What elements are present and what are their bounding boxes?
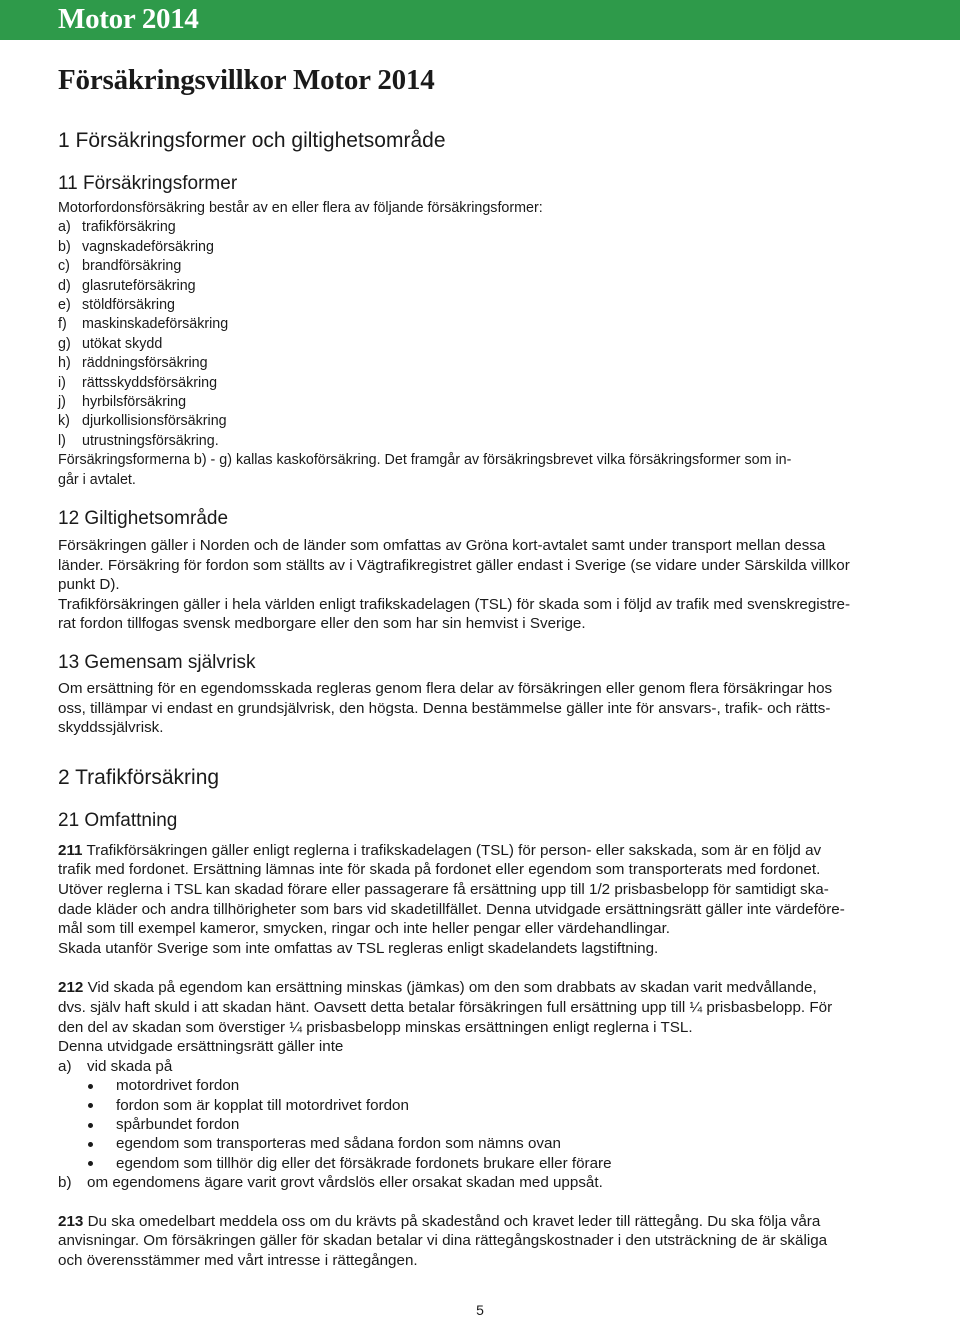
list-item-marker: f) [58, 316, 67, 333]
list-item-text: räddningsförsäkring [82, 355, 208, 372]
list-item [58, 412, 904, 431]
list-item-marker: e) [58, 297, 71, 314]
list-item [58, 335, 904, 354]
section-12-p1-line2: länder. Försäkring för fordon som ställts av i Vägtrafikregistret gäller endast i Sverige (se vidare under Särskilda villkor [58, 556, 850, 574]
section-21-heading: 21 Omfattning [58, 809, 178, 831]
list-item-text: utökat skydd [82, 335, 163, 352]
paragraph-211-line1 [58, 841, 904, 861]
list-item-text: utrustningsförsäkring. [82, 432, 219, 449]
section-11-heading: 11 Försäkringsformer [58, 173, 238, 194]
list-item-text: djurkollisionsförsäkring [82, 413, 227, 430]
document-title: Försäkringsvillkor Motor 2014 [58, 64, 435, 96]
paragraph-212-text: Vid skada på egendom kan ersättning minskas (jämkas) om den som drabbats av skadan varit medvållande, [83, 979, 817, 997]
paragraph-212-line2: dvs. själv haft skuld i att skadan hänt. Oavsett detta betalar försäkringen full ersättning upp till ¼ prisbasbelopp. För [58, 999, 833, 1016]
paragraph-211-number: 211 [58, 841, 83, 859]
list-item-marker: b) [58, 238, 71, 255]
paragraph-211-line2: trafik med fordonet. Ersättning lämnas inte för skada på fordonet eller egendom som transporterats med fordonet. [58, 861, 821, 879]
list-item [58, 315, 904, 334]
section-12-p1-line1: Försäkringen gäller i Norden och de länder som omfattas av Gröna kort-avtalet samt under transport mellan dessa [58, 537, 826, 555]
paragraph-213-number: 213 [58, 1212, 84, 1230]
list-item [58, 238, 904, 257]
paragraph-213-text: Du ska omedelbart meddela oss om du krävts på skadestånd och kravet leder till rättegång. Du ska följa våra [83, 1212, 821, 1230]
paragraph-211-line4: dade kläder och andra tillhörigheter som bars vid skadetillfället. Denna utvidgade ersättningsrätt gäller inte värdeföre- [58, 900, 845, 918]
list-item [58, 374, 904, 393]
document-body [58, 60, 904, 1270]
list-item-marker: c) [58, 258, 70, 275]
list-item-text: trafikförsäkring [82, 219, 176, 236]
section-13-line3: skyddssjälvrisk. [58, 719, 164, 737]
section-2-heading: 2 Trafikförsäkring [58, 765, 220, 789]
exception-item-b-marker: b) [58, 1174, 72, 1192]
list-item-text: stöldförsäkring [82, 297, 175, 314]
list-item-text: rättsskyddsförsäkring [82, 374, 218, 391]
exception-item-a [58, 1057, 904, 1076]
exception-item-b-text: om egendomens ägare varit grovt vårdslös eller orsakat skadan med uppsåt. [87, 1174, 603, 1192]
exception-item-a-marker: a) [58, 1057, 72, 1075]
list-item-marker: a) [58, 219, 71, 236]
bullet-item: spårbundet fordon [58, 1115, 904, 1134]
section-13-line1: Om ersättning för en egendomsskada regleras genom flera delar av försäkringen eller genom flera försäkringar hos [58, 680, 833, 698]
section-12-p2-line2: rat fordon tillfogas svensk medborgare eller den som har sin hemvist i Sverige. [58, 615, 586, 633]
list-item [58, 277, 904, 296]
list-item-text: maskinskadeförsäkring [82, 316, 229, 333]
list-item-text: hyrbilsförsäkring [82, 394, 187, 411]
section-11-outro-line1: Försäkringsformerna b) - g) kallas kaskoförsäkring. Det framgår av försäkringsbrevet vilka försäkringsformer som in- [58, 452, 792, 469]
header-bar [0, 0, 960, 40]
section-1-heading: 1 Försäkringsformer och giltighetsområde [58, 129, 446, 152]
bullet-item: egendom som tillhör dig eller det försäkrade fordonets brukare eller förare [58, 1154, 904, 1173]
list-item [58, 296, 904, 315]
list-item [58, 354, 904, 373]
paragraph-212-number: 212 [58, 979, 84, 997]
list-item-marker: k) [58, 413, 70, 430]
paragraph-212-line4: Denna utvidgade ersättningsrätt gäller inte [58, 1038, 344, 1056]
bullet-item: motordrivet fordon [58, 1076, 904, 1095]
paragraph-211-line3: Utöver reglerna i TSL kan skadad förare eller passagerare få ersättning upp till 1/2 prisbasbelopp för samtidigt ska- [58, 881, 829, 899]
section-12-p1-line3: punkt D). [58, 576, 120, 594]
list-item [58, 257, 904, 276]
insurance-forms-list [58, 218, 904, 451]
list-item-marker: g) [58, 335, 71, 352]
list-item [58, 432, 904, 451]
list-item-marker: h) [58, 355, 71, 372]
section-11-intro: Motorfordonsförsäkring består av en eller flera av följande försäkringsformer: [58, 200, 543, 216]
section-12-p2-line1: Trafikförsäkringen gäller i hela världen enligt trafikskadelagen (TSL) för skada som i följd av trafik med svenskregistre- [58, 595, 851, 613]
list-item-marker: d) [58, 277, 71, 294]
section-13-line2: oss, tillämpar vi endast en grundsjälvrisk, den högsta. Denna bestämmelse gäller inte för ansvars-, trafik- och rätts- [58, 699, 831, 717]
paragraph-211-text: Trafikförsäkringen gäller enligt reglerna i trafikskadelagen (TSL) för person- eller sakskada, som är en följd av [82, 841, 822, 859]
paragraph-211-line5: mål som till exempel kameror, smycken, ringar och inte heller pengar eller värdehandlingar. [58, 920, 671, 938]
section-13-heading: 13 Gemensam självrisk [58, 652, 256, 674]
list-item [58, 393, 904, 412]
bullet-item: egendom som transporteras med sådana fordon som nämns ovan [58, 1134, 904, 1153]
paragraph-213-line3: och överensstämmer med vårt intresse i rättegången. [58, 1251, 418, 1269]
section-11-outro-line2: går i avtalet. [58, 471, 136, 488]
paragraph-211-line6: Skada utanför Sverige som inte omfattas av TSL regleras enligt skadelandets lagstiftning. [58, 939, 659, 957]
damage-exclusions-list [58, 1076, 904, 1173]
list-item-text: glasruteförsäkring [82, 277, 196, 294]
page-number: 5 [476, 1302, 484, 1318]
paragraph-213-line1 [58, 1212, 904, 1232]
section-12-heading: 12 Giltighetsområde [58, 508, 229, 530]
bullet-item: fordon som är kopplat till motordrivet fordon [58, 1096, 904, 1115]
exception-item-a-text: vid skada på [87, 1057, 173, 1075]
paragraph-212-line3: den del av skadan som överstiger ¼ prisbasbelopp minskas ersättningen enligt reglerna i TSL. [58, 1018, 693, 1036]
exception-item-b [58, 1173, 904, 1192]
list-item-text: vagnskadeförsäkring [82, 238, 214, 255]
header-title: Motor 2014 [58, 3, 199, 35]
list-item-marker: j) [58, 394, 66, 411]
list-item-text: brandförsäkring [82, 258, 182, 275]
list-item-marker: l) [58, 432, 66, 449]
list-item [58, 218, 904, 237]
paragraph-213-line2: anvisningar. Om försäkringen gäller för skadan betalar vi dina rättegångskostnader i den utsträckning de är skäliga [58, 1232, 828, 1250]
list-item-marker: i) [58, 374, 66, 391]
paragraph-212-line1 [58, 978, 904, 998]
